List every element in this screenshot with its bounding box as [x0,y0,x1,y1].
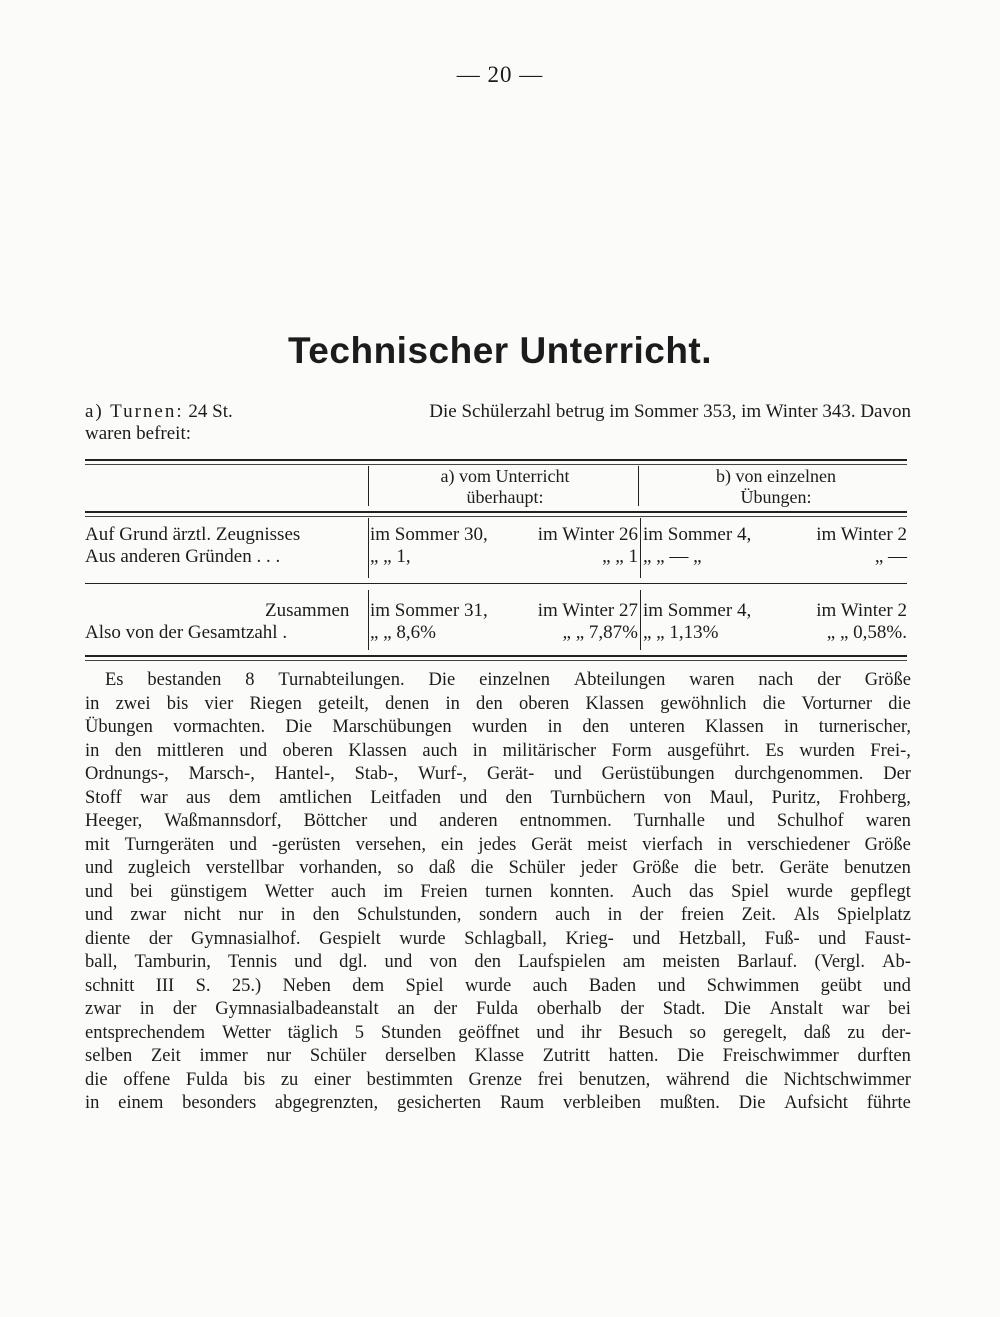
table-header-rule [85,511,907,517]
text-line: zwar in der Gymnasialbadeanstalt an der Fulda oberhalb der Stadt. Die Anstalt war bei [85,999,911,1019]
intro-paragraph [85,401,911,445]
text-line: die offene Fulda bis zu einer bestimmten Grenze frei benutzen, während die Nichtschwimmer [85,1069,911,1090]
table-row [85,600,907,622]
text-line: Es bestanden 8 Turnabteilungen. Die einzelnen Abteilungen waren nach der Größe [105,670,911,690]
cell-a: im Sommer 30, im Winter 26 [370,524,638,545]
body-paragraph [85,669,911,1116]
text-line: Ordnungs-, Marsch-, Hantel-, Stab-, Wurf-, Gerät- und Gerüstübungen durchgenommen. Der [85,764,911,784]
column-header-a: a) vom Unterricht überhaupt: [440,466,570,507]
intro-hours: 24 St. [188,401,233,422]
text-line: und zugleich verstellbar vorhanden, so daß die Schüler jeder Größe die betr. Geräte benutzen [85,858,911,878]
table-top-rule [85,459,907,465]
table-row [85,622,907,644]
cell-b: „ „ 1,13% „ „ 0,58%. [643,622,907,643]
cell-a: „ „ 8,6% „ „ 7,87% [370,622,638,643]
page-number: — 20 — [456,62,544,87]
intro-line2: waren befreit: [85,423,192,444]
cell-b: im Sommer 4, im Winter 2 [643,600,907,621]
table-bottom-rule [85,655,907,661]
section-title: Technischer Unterricht. [287,330,713,371]
text-line: diente der Gymnasialhof. Gespielt wurde Schlagball, Krieg- und Hetzball, Fuß- und Faust- [85,928,911,949]
row-label: Also von der Gesamtzahl . [85,622,288,643]
text-line: in einem besonders abgegrenzten, gesicherten Raum verbleiben mußten. Die Aufsicht führte [85,1093,911,1113]
intro-label: a) Turnen: [85,401,184,422]
cell-b: im Sommer 4, im Winter 2 [643,524,907,545]
cell-a: „ „ 1, „ „ 1 [370,546,638,567]
text-line: Heeger, Waßmannsdorf, Böttcher und anderen entnommen. Turnhalle und Schulhof waren [85,811,911,831]
intro-rest: Die Schülerzahl betrug im Sommer 353, im Winter 343. Davon [429,401,911,422]
text-line: entsprechendem Wetter täglich 5 Stunden geöffnet und ihr Besuch so geregelt, daß zu der- [85,1022,911,1043]
table-col-divider-1 [368,466,369,506]
text-line: und zwar nicht nur in den Schulstunden, sondern auch in der freien Zeit. Als Spielplatz [85,905,911,925]
row-label: Aus anderen Gründen . . . [85,546,281,567]
text-line: und bei günstigem Wetter auch im Freien turnen konnten. Auch das Spiel wurde gepflegt [85,881,911,902]
cell-b: „ „ — „ „ — [643,546,907,567]
table-row [85,546,907,568]
text-line: in zwei bis vier Riegen geteilt, denen in den oberen Klassen gewöhnlich die Vorturner die [85,693,911,714]
row-label: Zusammen [265,600,350,621]
text-line: ball, Tamburin, Tennis und dgl. und von den Laufspielen am meisten Barlauf. (Vergl. Ab- [85,952,911,972]
text-line: schnitt III S. 25.) Neben dem Spiel wurde auch Baden und Schwimmen geübt und [85,975,911,996]
text-line: in den mittleren und oberen Klassen auch in militärischer Form ausgeführt. Es wurden Frei-, [85,740,911,761]
table-col-divider-2 [638,466,639,506]
table-row [85,524,907,546]
text-line: mit Turngeräten und -gerüsten versehen, ein jedes Gerät meist vierfach in verschiedener Größe [85,834,911,855]
text-line: Übungen vormachten. Die Marschübungen wurden in den unteren Klassen in turnerischer, [85,717,911,737]
table-mid-rule [85,583,907,584]
text-line: selben Zeit immer nur Schüler derselben Klasse Zutritt hatten. Die Freischwimmer durften [85,1046,911,1066]
cell-a: im Sommer 31, im Winter 27 [370,600,638,621]
text-line: Stoff war aus dem amtlichen Leitfaden und den Turnbüchern von Maul, Puritz, Frohberg, [85,787,911,808]
column-header-b: b) von einzelnen Übungen: [716,466,836,507]
row-label: Auf Grund ärztl. Zeugnisses [85,524,301,545]
